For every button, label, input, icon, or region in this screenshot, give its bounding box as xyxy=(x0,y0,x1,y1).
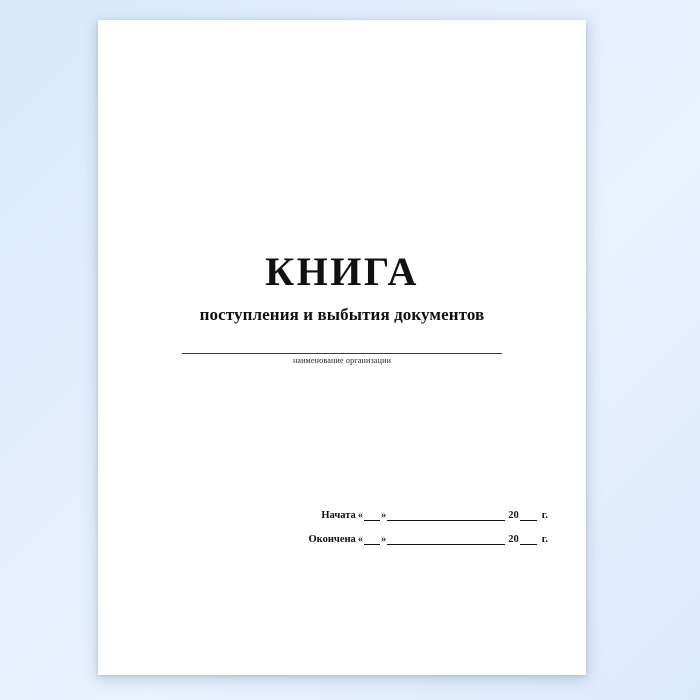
organization-name-rule xyxy=(182,352,502,354)
end-date-year-blank xyxy=(520,535,537,545)
end-date-row xyxy=(218,534,548,545)
start-date-quote-close: » xyxy=(381,510,387,521)
page-subtitle: поступления и выбытия документов xyxy=(199,305,485,324)
start-date-label: Начата xyxy=(321,510,356,521)
title-block xyxy=(98,249,586,325)
document-page xyxy=(98,20,586,675)
dates-block xyxy=(218,510,548,558)
end-date-suffix: г. xyxy=(541,534,548,545)
end-date-quote-open: « xyxy=(357,534,364,545)
end-date-quote-close: » xyxy=(381,534,387,545)
start-date-row xyxy=(218,510,548,521)
end-date-label: Окончена xyxy=(308,534,356,545)
start-date-quote-open: « xyxy=(357,510,364,521)
start-date-day-blank xyxy=(364,511,380,521)
start-date-month-blank xyxy=(387,511,505,521)
organization-name-caption: наименование организации xyxy=(292,356,392,365)
end-date-year-prefix: 20 xyxy=(508,534,519,545)
page-title: КНИГА xyxy=(265,249,419,294)
end-date-month-blank xyxy=(387,535,505,545)
end-date-day-blank xyxy=(364,535,380,545)
organization-name-field xyxy=(182,352,502,365)
start-date-year-blank xyxy=(520,511,537,521)
start-date-suffix: г. xyxy=(541,510,548,521)
start-date-year-prefix: 20 xyxy=(508,510,519,521)
